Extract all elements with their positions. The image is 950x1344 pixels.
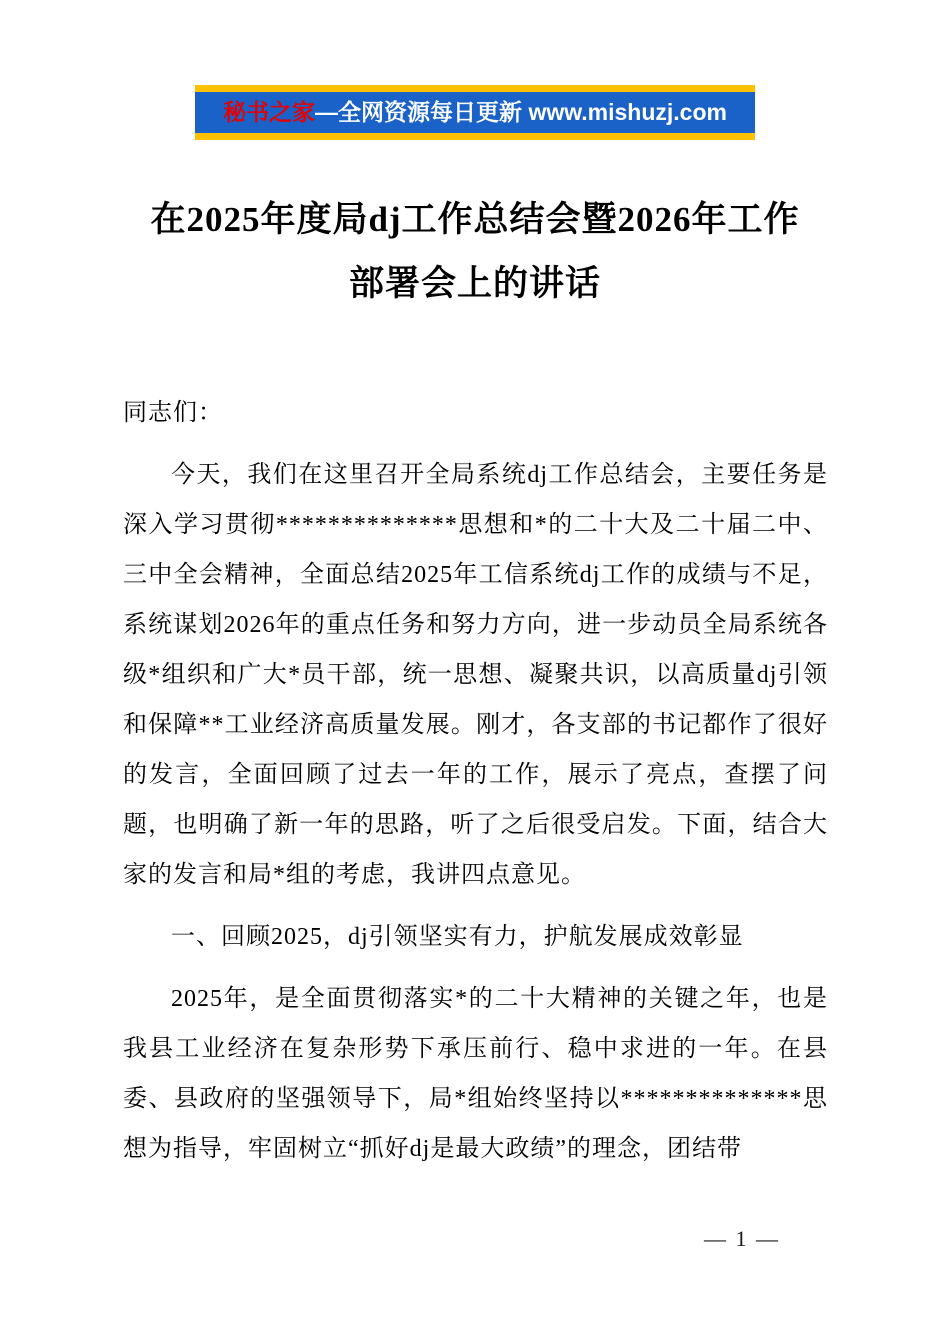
document-title: 在2025年度局dj工作总结会暨2026年工作部署会上的讲话 (150, 200, 800, 303)
paragraph-section-1-body: 2025年，是全面贯彻落实*的二十大精神的关键之年，也是我县工业经济在复杂形势下承压前行、稳中求进的一年。在县委、县政府的坚强领导下，局*组始终坚持以**************思想为指导，牢固树立“抓好dj是最大政绩”的理念，团结带 (123, 986, 828, 1162)
site-banner (195, 85, 755, 140)
document-body (123, 388, 828, 1174)
site-tagline: —全网资源每日更新 (315, 99, 529, 125)
page-number: — 1 — (704, 1226, 780, 1251)
paragraph-salutation: 同志们： (123, 400, 223, 426)
paragraph-intro: 今天，我们在这里召开全局系统dj工作总结会，主要任务是深入学习贯彻**************思想和*的二十大及二十届二中、三中全会精神，全面总结2025年工信系统dj工作的成绩与不足，系统谋划2026年的重点任务和努力方向，进一步动员全局系统各级*组织和广大*员干部，统一思想、凝聚共识，以高质量dj引领和保障**工业经济高质量发展。刚才，各支部的书记都作了很好的发言，全面回顾了过去一年的工作，展示了亮点，查摆了问题，也明确了新一年的思路，听了之后很受启发。下面，结合大家的发言和局*组的考虑，我讲四点意见。 (123, 462, 828, 888)
site-url: www.mishuzj.com (528, 99, 727, 125)
section-heading-1: 一、回顾2025，dj引领坚实有力，护航发展成效彰显 (171, 924, 744, 950)
site-name: 秘书之家 (223, 99, 316, 125)
